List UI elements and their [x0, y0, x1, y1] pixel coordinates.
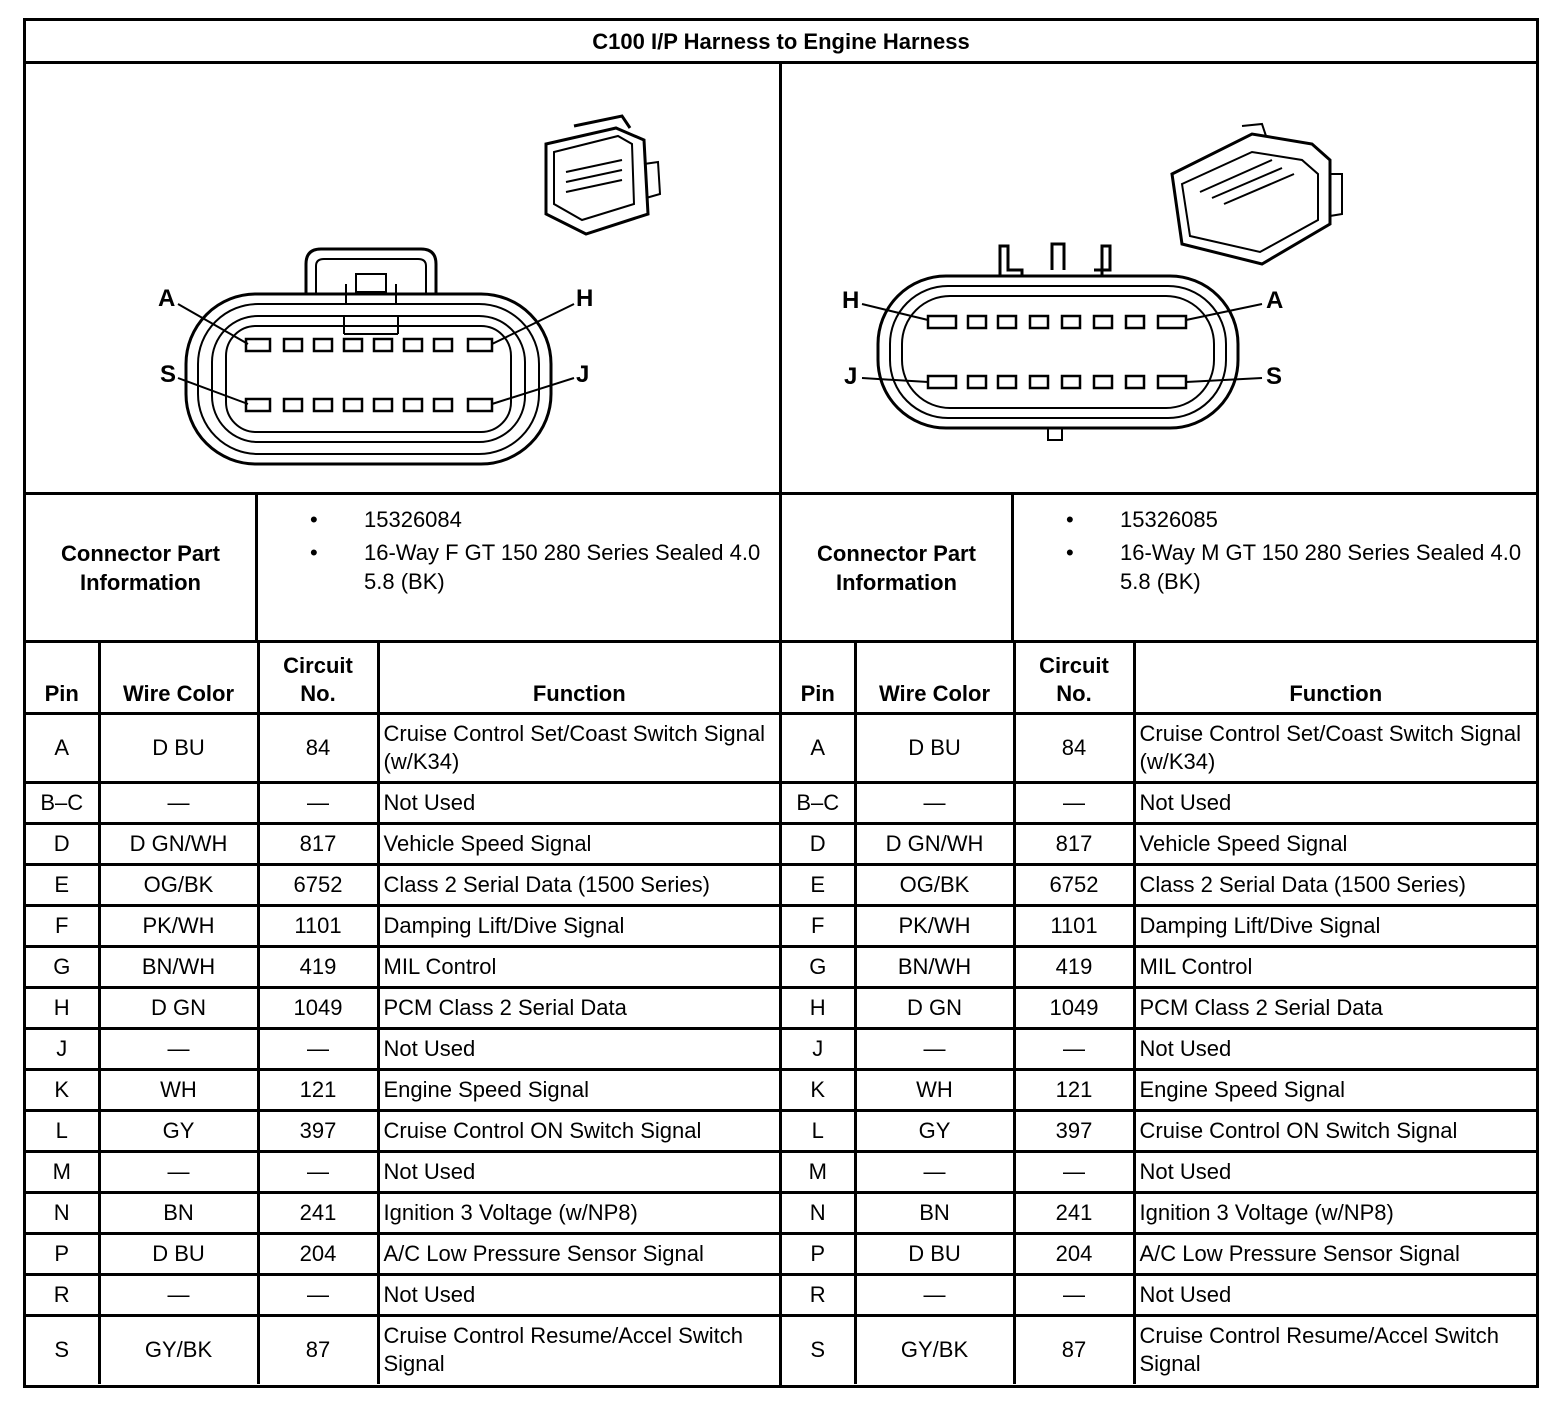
- wire-color-cell: —: [855, 1028, 1014, 1069]
- connector-part-label: Connector Part Information: [26, 495, 258, 640]
- function-cell: Damping Lift/Dive Signal: [1134, 905, 1536, 946]
- function-cell: Cruise Control ON Switch Signal: [1134, 1110, 1536, 1151]
- callout-s: S: [1266, 363, 1283, 390]
- function-cell: Class 2 Serial Data (1500 Series): [1134, 864, 1536, 905]
- male-connector-drawing: [782, 64, 1536, 492]
- pin-cell: L: [26, 1110, 99, 1151]
- female-callout-leaders: [178, 304, 574, 404]
- circuit-cell: 87: [1014, 1315, 1134, 1384]
- circuit-cell: —: [1014, 1028, 1134, 1069]
- table-row: [26, 864, 779, 905]
- function-cell: Cruise Control Set/Coast Switch Signal (w/K34): [1134, 713, 1536, 782]
- female-connector-face: [186, 249, 551, 464]
- pin-cell: J: [26, 1028, 99, 1069]
- bullet: •: [310, 507, 318, 532]
- pin-cell: H: [782, 987, 855, 1028]
- wire-color-cell: —: [855, 1151, 1014, 1192]
- wire-color-cell: D BU: [99, 1233, 258, 1274]
- function-cell: Engine Speed Signal: [378, 1069, 779, 1110]
- function-header: Function: [378, 643, 779, 713]
- function-cell: A/C Low Pressure Sensor Signal: [1134, 1233, 1536, 1274]
- pin-cell: D: [782, 823, 855, 864]
- wire-color-cell: —: [99, 782, 258, 823]
- callout-a: A: [158, 285, 176, 312]
- table-row: [26, 946, 779, 987]
- wire-color-cell: PK/WH: [99, 905, 258, 946]
- wire-color-cell: D BU: [855, 1233, 1014, 1274]
- callout-a: A: [1266, 287, 1284, 314]
- pin-cell: P: [26, 1233, 99, 1274]
- wire-color-cell: —: [99, 1028, 258, 1069]
- table-row: [782, 946, 1536, 987]
- circuit-cell: 817: [1014, 823, 1134, 864]
- circuit-cell: —: [1014, 782, 1134, 823]
- table-row: [782, 905, 1536, 946]
- callout-s: S: [160, 361, 177, 388]
- wire-color-cell: —: [99, 1274, 258, 1315]
- wire-color-cell: D BU: [855, 713, 1014, 782]
- function-cell: MIL Control: [378, 946, 779, 987]
- function-cell: Vehicle Speed Signal: [378, 823, 779, 864]
- callout-j: J: [844, 363, 858, 390]
- circuit-cell: 1101: [1014, 905, 1134, 946]
- pin-cell: K: [782, 1069, 855, 1110]
- pin-cell: M: [782, 1151, 855, 1192]
- function-cell: MIL Control: [1134, 946, 1536, 987]
- table-row: [26, 1233, 779, 1274]
- table-header-row: [782, 643, 1536, 713]
- pin-cell: L: [782, 1110, 855, 1151]
- wire-color-cell: GY/BK: [855, 1315, 1014, 1384]
- wire-color-cell: —: [855, 1274, 1014, 1315]
- wire-color-cell: —: [855, 782, 1014, 823]
- female-connector-diagram: [26, 64, 779, 495]
- callout-h: H: [576, 285, 594, 312]
- table-row: [26, 987, 779, 1028]
- function-cell: Cruise Control Set/Coast Switch Signal (w/K34): [378, 713, 779, 782]
- female-top-row-cavities: [246, 339, 492, 351]
- connector-part-list: [258, 495, 779, 640]
- table-row: [26, 1151, 779, 1192]
- circuit-header: Circuit No.: [258, 643, 378, 713]
- table-row: [782, 782, 1536, 823]
- table-row: [782, 1069, 1536, 1110]
- wire-color-cell: —: [99, 1151, 258, 1192]
- pin-table-right: [782, 643, 1536, 1384]
- pin-header: Pin: [26, 643, 99, 713]
- male-connector-face: [878, 244, 1238, 440]
- function-cell: Not Used: [1134, 1274, 1536, 1315]
- circuit-cell: 87: [258, 1315, 378, 1384]
- wire-color-cell: WH: [855, 1069, 1014, 1110]
- function-cell: Not Used: [378, 1274, 779, 1315]
- table-row: [782, 987, 1536, 1028]
- circuit-cell: 84: [1014, 713, 1134, 782]
- bullet: •: [1066, 540, 1074, 565]
- table-row: [26, 1069, 779, 1110]
- circuit-cell: 397: [258, 1110, 378, 1151]
- function-cell: Not Used: [378, 1151, 779, 1192]
- table-row: [26, 1315, 779, 1384]
- wire-color-header: Wire Color: [99, 643, 258, 713]
- right-connector-panel: [782, 64, 1536, 1385]
- pin-header: Pin: [782, 643, 855, 713]
- circuit-cell: —: [258, 782, 378, 823]
- female-bottom-row-cavities: [246, 399, 492, 411]
- wire-color-cell: BN/WH: [855, 946, 1014, 987]
- part-number: 15326085: [1120, 507, 1218, 532]
- table-row: [26, 905, 779, 946]
- circuit-cell: —: [258, 1151, 378, 1192]
- function-cell: Class 2 Serial Data (1500 Series): [378, 864, 779, 905]
- page-title: C100 I/P Harness to Engine Harness: [26, 21, 1536, 64]
- circuit-cell: 397: [1014, 1110, 1134, 1151]
- male-bottom-row-cavities: [928, 376, 1186, 388]
- pin-cell: A: [782, 713, 855, 782]
- table-row: [782, 864, 1536, 905]
- circuit-cell: 84: [258, 713, 378, 782]
- male-connector-iso-icon: [1172, 124, 1342, 264]
- pin-cell: E: [782, 864, 855, 905]
- table-row: [26, 1192, 779, 1233]
- pin-cell: K: [26, 1069, 99, 1110]
- wire-color-cell: GY: [99, 1110, 258, 1151]
- function-cell: Engine Speed Signal: [1134, 1069, 1536, 1110]
- pin-cell: J: [782, 1028, 855, 1069]
- connector-part-list: [1014, 495, 1536, 640]
- function-cell: Cruise Control Resume/Accel Switch Signal: [378, 1315, 779, 1384]
- table-row: [782, 1151, 1536, 1192]
- wire-color-cell: OG/BK: [855, 864, 1014, 905]
- function-cell: Not Used: [378, 1028, 779, 1069]
- pin-cell: H: [26, 987, 99, 1028]
- circuit-cell: 1101: [258, 905, 378, 946]
- pin-cell: B–C: [782, 782, 855, 823]
- pin-cell: G: [782, 946, 855, 987]
- left-connector-panel: [26, 64, 782, 1385]
- wire-color-header: Wire Color: [855, 643, 1014, 713]
- wire-color-cell: PK/WH: [855, 905, 1014, 946]
- table-row: [26, 782, 779, 823]
- circuit-cell: 419: [258, 946, 378, 987]
- circuit-cell: 204: [1014, 1233, 1134, 1274]
- table-row: [782, 1315, 1536, 1384]
- circuit-cell: 1049: [258, 987, 378, 1028]
- pin-cell: N: [26, 1192, 99, 1233]
- circuit-cell: 204: [258, 1233, 378, 1274]
- function-cell: PCM Class 2 Serial Data: [378, 987, 779, 1028]
- table-row: [26, 1274, 779, 1315]
- circuit-cell: 6752: [258, 864, 378, 905]
- pin-cell: F: [782, 905, 855, 946]
- function-cell: Not Used: [1134, 1028, 1536, 1069]
- pin-table-left: [26, 643, 779, 1384]
- table-row: [782, 1233, 1536, 1274]
- connector-part-label: Connector Part Information: [782, 495, 1014, 640]
- wire-color-cell: OG/BK: [99, 864, 258, 905]
- function-cell: Not Used: [1134, 1151, 1536, 1192]
- table-row: [26, 1028, 779, 1069]
- male-connector-diagram: [782, 64, 1536, 495]
- table-row: [782, 1110, 1536, 1151]
- table-header-row: [26, 643, 779, 713]
- wire-color-cell: D GN/WH: [99, 823, 258, 864]
- connector-part-info: [782, 495, 1536, 643]
- table-row: [26, 1110, 779, 1151]
- male-top-row-cavities: [928, 316, 1186, 328]
- function-cell: Not Used: [378, 782, 779, 823]
- pin-cell: S: [26, 1315, 99, 1384]
- circuit-cell: —: [258, 1274, 378, 1315]
- pin-cell: M: [26, 1151, 99, 1192]
- circuit-cell: 121: [258, 1069, 378, 1110]
- wire-color-cell: GY: [855, 1110, 1014, 1151]
- wire-color-cell: D BU: [99, 713, 258, 782]
- pin-cell: E: [26, 864, 99, 905]
- female-connector-iso-icon: [546, 116, 660, 234]
- callout-j: J: [576, 361, 590, 388]
- wire-color-cell: BN: [855, 1192, 1014, 1233]
- table-row: [782, 1028, 1536, 1069]
- wire-color-cell: WH: [99, 1069, 258, 1110]
- pin-cell: A: [26, 713, 99, 782]
- circuit-header: Circuit No.: [1014, 643, 1134, 713]
- table-row: [782, 1274, 1536, 1315]
- circuit-cell: 241: [258, 1192, 378, 1233]
- circuit-cell: 241: [1014, 1192, 1134, 1233]
- circuit-cell: —: [1014, 1151, 1134, 1192]
- table-row: [782, 823, 1536, 864]
- part-description: 16-Way F GT 150 280 Series Sealed 4.0 5.8 (BK): [364, 540, 761, 594]
- pin-cell: D: [26, 823, 99, 864]
- circuit-cell: 6752: [1014, 864, 1134, 905]
- wire-color-cell: D GN: [855, 987, 1014, 1028]
- function-cell: Vehicle Speed Signal: [1134, 823, 1536, 864]
- table-row: [26, 823, 779, 864]
- function-cell: PCM Class 2 Serial Data: [1134, 987, 1536, 1028]
- function-cell: Not Used: [1134, 782, 1536, 823]
- wire-color-cell: D GN: [99, 987, 258, 1028]
- wire-color-cell: GY/BK: [99, 1315, 258, 1384]
- pin-cell: G: [26, 946, 99, 987]
- wire-color-cell: BN: [99, 1192, 258, 1233]
- circuit-cell: —: [258, 1028, 378, 1069]
- pin-cell: F: [26, 905, 99, 946]
- pin-cell: R: [782, 1274, 855, 1315]
- function-cell: Cruise Control Resume/Accel Switch Signal: [1134, 1315, 1536, 1384]
- bullet: •: [310, 540, 318, 565]
- female-connector-drawing: [26, 64, 779, 492]
- function-cell: A/C Low Pressure Sensor Signal: [378, 1233, 779, 1274]
- function-cell: Ignition 3 Voltage (w/NP8): [1134, 1192, 1536, 1233]
- function-cell: Ignition 3 Voltage (w/NP8): [378, 1192, 779, 1233]
- pin-cell: B–C: [26, 782, 99, 823]
- circuit-cell: 1049: [1014, 987, 1134, 1028]
- function-cell: Cruise Control ON Switch Signal: [378, 1110, 779, 1151]
- table-row: [26, 713, 779, 782]
- connector-part-info: [26, 495, 779, 643]
- wire-color-cell: BN/WH: [99, 946, 258, 987]
- circuit-cell: 121: [1014, 1069, 1134, 1110]
- bullet: •: [1066, 507, 1074, 532]
- wire-color-cell: D GN/WH: [855, 823, 1014, 864]
- pin-cell: N: [782, 1192, 855, 1233]
- circuit-cell: 419: [1014, 946, 1134, 987]
- table-row: [782, 713, 1536, 782]
- connector-sheet: [23, 18, 1539, 1388]
- pin-cell: R: [26, 1274, 99, 1315]
- circuit-cell: 817: [258, 823, 378, 864]
- table-row: [782, 1192, 1536, 1233]
- pin-cell: P: [782, 1233, 855, 1274]
- pin-cell: S: [782, 1315, 855, 1384]
- function-cell: Damping Lift/Dive Signal: [378, 905, 779, 946]
- part-description: 16-Way M GT 150 280 Series Sealed 4.0 5.8 (BK): [1120, 540, 1522, 594]
- callout-h: H: [842, 287, 860, 314]
- circuit-cell: —: [1014, 1274, 1134, 1315]
- function-header: Function: [1134, 643, 1536, 713]
- part-number: 15326084: [364, 507, 462, 532]
